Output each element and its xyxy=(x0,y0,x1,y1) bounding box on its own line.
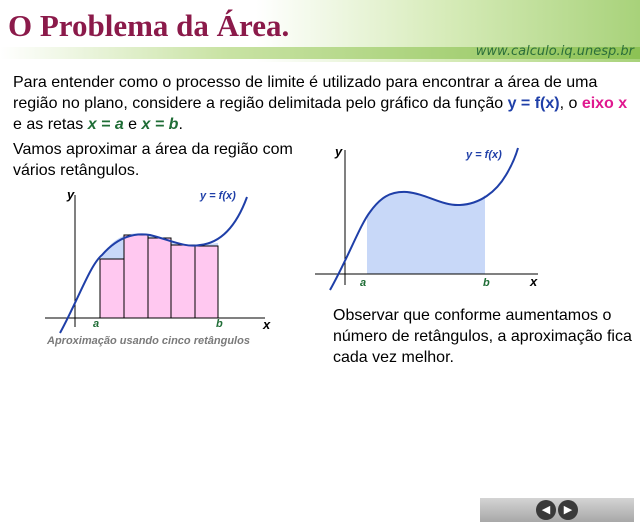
left-figure-caption: Aproximação usando cinco retângulos xyxy=(47,335,250,347)
intro-text-4: e xyxy=(123,116,142,133)
approximation-text: Vamos aproximar a área da região com vários retângulos. xyxy=(13,141,293,179)
left-figure xyxy=(40,185,280,335)
right-a-label: a xyxy=(360,277,367,289)
navigation-bar xyxy=(480,498,634,522)
right-func-label: y = f(x) xyxy=(466,149,502,161)
left-y-label: y xyxy=(67,187,75,202)
intro-text-1: Para entender como o processo de limite é utilizado para encontrar a área de uma região no plano, considere a região delimitada pelo gráfico da função xyxy=(13,74,598,112)
intro-paragraph xyxy=(13,72,638,135)
site-url: www.calculo.iq.unesp.br xyxy=(475,44,634,59)
right-x-label: x xyxy=(530,274,538,289)
left-func-label: y = f(x) xyxy=(200,190,236,202)
line-a-label: x = a xyxy=(87,116,124,133)
intro-text-3: e as retas xyxy=(13,116,88,133)
rectangle-2 xyxy=(124,235,148,318)
rectangle-1 xyxy=(100,259,124,318)
left-x-label: x xyxy=(263,317,271,332)
rectangle-4 xyxy=(171,245,195,318)
arrow-right-icon[interactable]: ▶ xyxy=(558,500,578,520)
right-figure xyxy=(310,140,550,295)
right-y-label: y xyxy=(335,144,343,159)
rectangle-3 xyxy=(148,238,171,318)
rectangle-5 xyxy=(195,246,218,318)
intro-text-5: . xyxy=(178,116,183,133)
page-title: O Problema da Área. xyxy=(8,8,290,43)
intro-text-2: , o xyxy=(559,95,582,112)
x-axis-label: eixo x xyxy=(581,95,628,112)
arrow-left-icon[interactable]: ◀ xyxy=(536,500,556,520)
right-b-label: b xyxy=(483,277,490,289)
function-label: y = f(x) xyxy=(507,95,560,112)
left-b-label: b xyxy=(216,318,223,330)
left-a-label: a xyxy=(93,318,100,330)
observation-text: Observar que conforme aumentamos o número de retângulos, a aproximação fica cada vez melhor. xyxy=(333,307,632,366)
line-b-label: x = b xyxy=(141,116,179,133)
